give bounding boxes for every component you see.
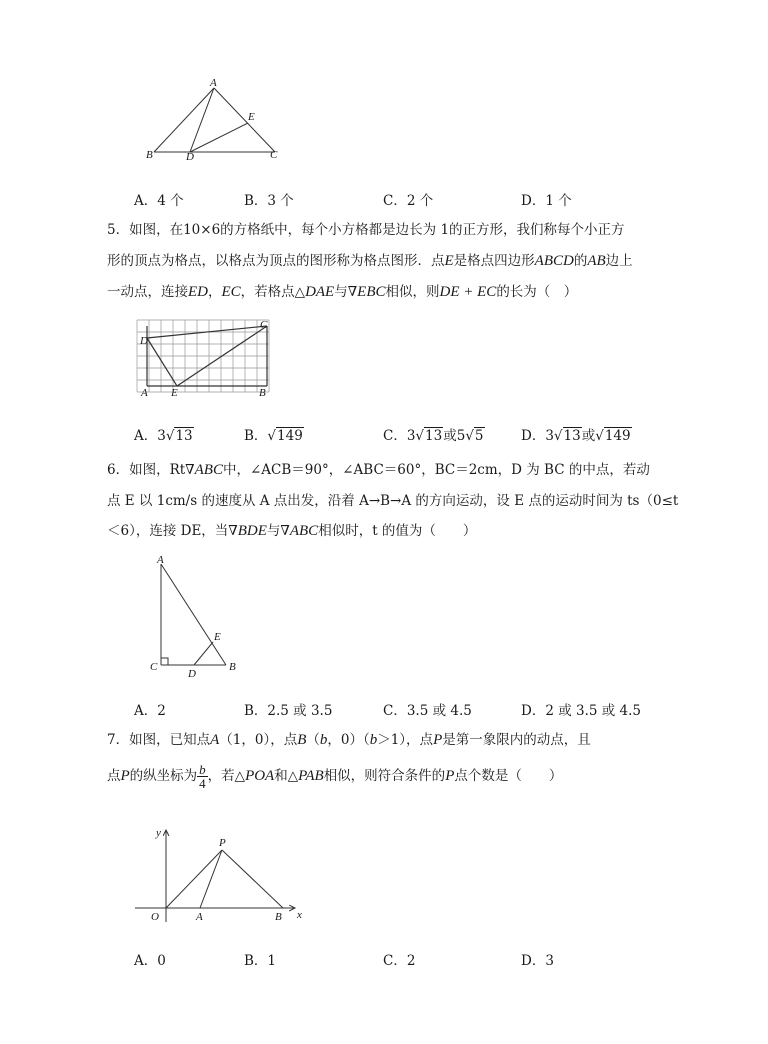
var-p: P xyxy=(120,768,130,784)
options-q6 xyxy=(134,699,754,723)
option-c[interactable]: C．3.5 或 4.5 xyxy=(383,703,472,719)
segment-de xyxy=(147,338,177,386)
q5-text-2d: 边上 xyxy=(605,253,633,269)
option-d[interactable]: D．3√13或√149 xyxy=(521,428,631,444)
var-poa: POA xyxy=(245,768,275,784)
sqrt-symbol: √13 xyxy=(415,428,443,444)
point-label-e: E xyxy=(171,387,178,399)
var-bde: BDE xyxy=(237,523,267,539)
var-p: P xyxy=(433,732,443,748)
var-abcd: ABCD xyxy=(534,253,574,269)
axis-label-x: x xyxy=(297,909,302,921)
point-label-a: A xyxy=(210,77,217,89)
var-ebc: EBC xyxy=(357,284,386,300)
point-label-b: B xyxy=(146,149,153,161)
var-b: B xyxy=(297,732,307,748)
option-b[interactable]: B．1 xyxy=(244,953,277,969)
var-ed: ED xyxy=(188,284,208,300)
sqrt-symbol: √13 xyxy=(165,428,193,444)
q7-text-1c: （ xyxy=(306,732,320,748)
option-b[interactable]: B．√149 xyxy=(244,428,303,444)
point-label-p: P xyxy=(219,837,226,849)
option-a[interactable]: A．2 xyxy=(134,703,166,719)
var-dae: DAE xyxy=(305,284,335,300)
axis-label-y: y xyxy=(156,827,161,839)
option-c[interactable]: C．2 个 xyxy=(383,193,434,209)
point-label-c: C xyxy=(270,149,278,161)
figure-q6 xyxy=(145,552,255,682)
var-abc: ABC xyxy=(289,523,319,539)
right-triangle-diagram xyxy=(145,552,255,682)
point-label-a: A xyxy=(141,387,148,399)
option-c[interactable]: C．3√13或5√5 xyxy=(383,428,484,444)
point-label-c: C xyxy=(150,661,158,673)
q6-line-3 xyxy=(107,521,667,541)
right-angle-mark xyxy=(161,658,168,665)
var-e: E xyxy=(444,253,454,269)
point-label-b: B xyxy=(259,387,266,399)
figure-q7 xyxy=(130,824,320,924)
q5-text-2a: 形的顶点为格点，以格点为顶点的图形称为格点图形．点 xyxy=(107,253,445,269)
triangle-abc-diagram xyxy=(140,75,290,165)
point-label-e: E xyxy=(214,631,221,643)
var-b-lower: b xyxy=(369,732,378,748)
q7-text-2f: 点个数是（ ） xyxy=(454,768,563,784)
q5-text-3e: 相似，则 xyxy=(385,284,440,300)
q5-line-2 xyxy=(107,251,667,271)
var-b-lower: b xyxy=(319,732,328,748)
q5-text-3d: 与∇ xyxy=(334,284,358,300)
q7-text-1b: （1，0），点 xyxy=(219,732,298,748)
q6-text-1b: 中，∠ACB＝90°，∠ABC＝60°，BC＝2cm，D 为 BC 的中点，若动 xyxy=(222,462,650,478)
q5-text-2c: 的 xyxy=(573,253,588,269)
q5-text-3f: 的长为（ ） xyxy=(496,284,578,300)
point-label-e: E xyxy=(248,111,255,123)
q5-text-1: 如图，在10×6的方格纸中，每个小方格都是边长为 1的正方形，我们称每个小正方 xyxy=(129,222,625,238)
var-abc: ABC xyxy=(194,462,223,478)
q7-text-2c: ，若△ xyxy=(207,768,246,784)
q7-line-2 xyxy=(107,762,667,790)
figure-q5 xyxy=(134,316,284,406)
option-a[interactable]: A．0 xyxy=(134,953,166,969)
q7-text-2d: 和△ xyxy=(274,768,299,784)
sqrt-symbol: √149 xyxy=(595,428,631,444)
q7-text-2b: 的纵坐标为 xyxy=(129,768,198,784)
q6-line-2 xyxy=(107,491,679,511)
q6-text-1a: 如图，Rt∇ xyxy=(129,462,195,478)
q5-text-3a: 一动点，连接 xyxy=(107,284,188,300)
sqrt-symbol: √149 xyxy=(267,428,303,444)
options-q7 xyxy=(134,949,754,973)
option-a[interactable]: A．3√13 xyxy=(134,428,193,444)
q7-text-2a: 点 xyxy=(107,768,121,784)
var-a: A xyxy=(210,732,220,748)
point-label-b: B xyxy=(275,911,282,923)
option-c[interactable]: C．2 xyxy=(383,953,416,969)
option-a[interactable]: A．4 个 xyxy=(134,193,184,209)
option-d[interactable]: D．1 个 xyxy=(521,193,572,209)
var-pab: PAB xyxy=(298,768,324,784)
q6-line-1 xyxy=(107,460,667,480)
var-de-ec: DE + EC xyxy=(439,284,497,300)
question-number: 5． xyxy=(107,222,130,238)
var-p: P xyxy=(445,768,455,784)
options-q5 xyxy=(134,424,754,448)
point-label-a: A xyxy=(196,911,203,923)
question-number: 6． xyxy=(107,462,130,478)
question-number: 7． xyxy=(107,732,130,748)
grid-diagram xyxy=(134,316,284,406)
q5-text-3b: ， xyxy=(208,284,222,300)
point-label-d: D xyxy=(188,668,196,680)
q6-text-2: 点 E 以 1cm/s 的速度从 A 点出发，沿着 A→B→A 的方向运动，设 E 点的运动时间为 ts（0≤t xyxy=(107,493,679,509)
q7-text-1d: ，0）（ xyxy=(327,732,370,748)
q5-text-2b: 是格点四边形 xyxy=(453,253,535,269)
sqrt-symbol: √13 xyxy=(553,428,581,444)
q7-line-1 xyxy=(107,730,667,750)
option-b[interactable]: B．2.5 或 3.5 xyxy=(244,703,333,719)
q7-text-1e: ＞1），点 xyxy=(377,732,434,748)
fraction-b-over-4: $\frac{b}{4}$ xyxy=(199,762,206,791)
sqrt-symbol: √5 xyxy=(465,428,484,444)
point-label-d: D xyxy=(186,151,194,163)
q5-line-3 xyxy=(107,282,667,302)
q6-text-3b: 与∇ xyxy=(266,523,290,539)
q5-line-1 xyxy=(107,220,667,240)
q5-text-3c: ，若格点△ xyxy=(240,284,306,300)
var-ec: EC xyxy=(221,284,241,300)
point-label-d: D xyxy=(140,335,148,347)
q6-text-3c: 相似时，t 的值为（ ） xyxy=(318,523,477,539)
q7-text-2e: 相似，则符合条件的 xyxy=(323,768,446,784)
option-b[interactable]: B．3 个 xyxy=(244,193,294,209)
q7-text-1f: 是第一象限内的动点，且 xyxy=(442,732,591,748)
var-ab: AB xyxy=(587,253,606,269)
q7-text-1a: 如图，已知点 xyxy=(129,732,211,748)
options-q4 xyxy=(134,189,754,213)
figure-q4 xyxy=(140,75,290,165)
point-label-c: C xyxy=(260,319,268,331)
point-label-a: A xyxy=(157,554,164,566)
point-label-b: B xyxy=(229,661,236,673)
option-d[interactable]: D．3 xyxy=(521,953,554,969)
coordinate-diagram xyxy=(130,824,320,924)
q6-text-3a: ＜6），连接 DE，当∇ xyxy=(107,523,238,539)
option-d[interactable]: D．2 或 3.5 或 4.5 xyxy=(521,703,642,719)
point-label-o: O xyxy=(151,911,159,923)
